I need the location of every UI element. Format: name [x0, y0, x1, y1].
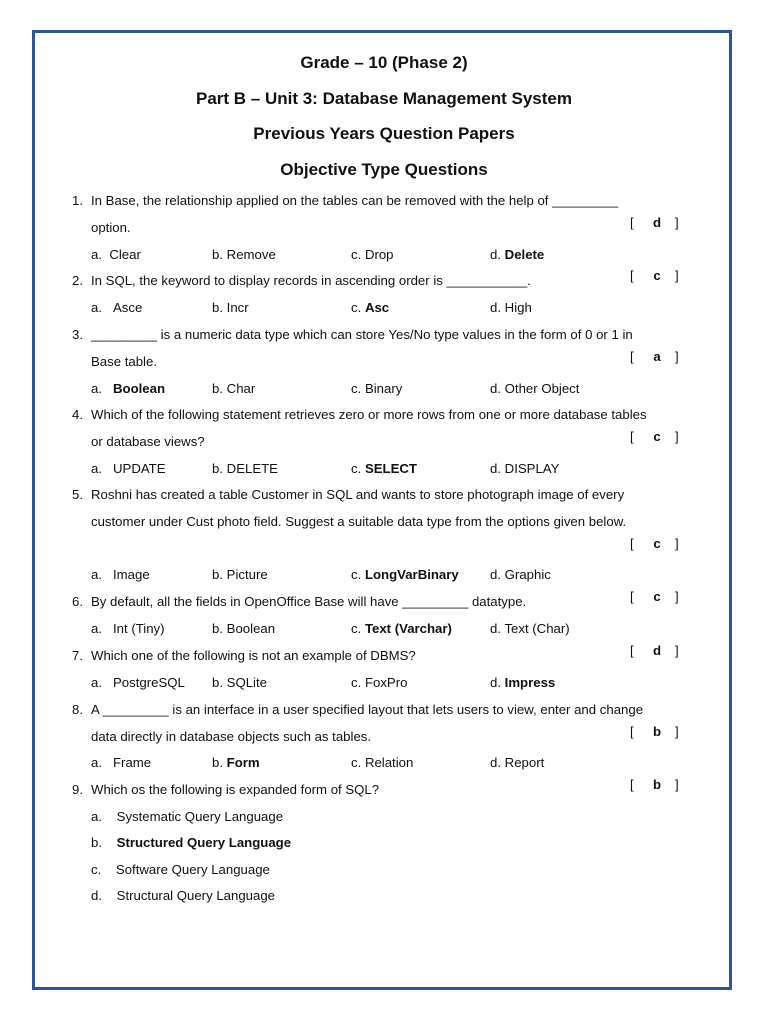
question-text: Which of the following statement retrieves zero or more rows from one or more database tables: [91, 407, 647, 422]
option: c. Software Query Language: [91, 862, 270, 877]
option: b. Picture: [212, 567, 268, 582]
question-text: Base table.: [91, 354, 157, 369]
question-text: _________ is a numeric data type which can store Yes/No type values in the form of 0 or 1 in: [91, 327, 633, 342]
option: d. High: [490, 300, 532, 315]
option: d. Graphic: [490, 567, 551, 582]
question-number: 7.: [72, 648, 83, 663]
question-text: By default, all the fields in OpenOffice Base will have _________ datatype.: [91, 594, 527, 609]
option: a. Int (Tiny): [91, 621, 165, 636]
option: c. Binary: [351, 381, 403, 396]
answer-box: [ c ]: [630, 589, 679, 604]
answer-letter: c: [653, 589, 661, 604]
option: a. UPDATE: [91, 461, 166, 476]
option: d. Other Object: [490, 381, 580, 396]
section-title: Objective Type Questions: [280, 160, 488, 179]
option: a. Clear: [91, 247, 141, 262]
option-correct: b. Form: [212, 755, 260, 770]
answer-box: [ b ]: [630, 724, 679, 739]
answer-letter: a: [653, 349, 661, 364]
option: d. Text (Char): [490, 621, 570, 636]
answer-box: [ c ]: [630, 536, 679, 551]
answer-letter: c: [653, 429, 661, 444]
option-correct: a. Boolean: [91, 381, 166, 396]
question-number: 1.: [72, 193, 83, 208]
option-correct: d. Impress: [490, 675, 556, 690]
option: a. PostgreSQL: [91, 675, 185, 690]
question-text: A _________ is an interface in a user specified layout that lets users to view, enter and change: [91, 702, 644, 717]
answer-letter: d: [652, 643, 662, 658]
unit-title: Part B – Unit 3: Database Management System: [195, 89, 572, 108]
option: b. Boolean: [212, 621, 276, 636]
grade-title: Grade – 10 (Phase 2): [300, 53, 468, 72]
option-correct: c. Asc: [351, 300, 390, 315]
answer-box: [ d ]: [630, 643, 679, 658]
question-text: In SQL, the keyword to display records in ascending order is ___________.: [91, 273, 531, 288]
option: a. Image: [91, 567, 150, 582]
question-text: option.: [91, 220, 131, 235]
option: a. Systematic Query Language: [91, 809, 284, 824]
answer-box: [ d ]: [630, 215, 679, 230]
option-correct: c. LongVarBinary: [351, 567, 459, 582]
answer-box: [ a ]: [630, 349, 679, 364]
option: d. Report: [490, 755, 545, 770]
option-correct: b. Structured Query Language: [91, 835, 292, 850]
answer-letter: d: [652, 215, 662, 230]
option: b. DELETE: [212, 461, 278, 476]
option: b. SQLite: [212, 675, 267, 690]
answer-letter: b: [652, 777, 662, 792]
option: b. Remove: [212, 247, 276, 262]
option: c. Relation: [351, 755, 414, 770]
question-number: 5.: [72, 487, 83, 502]
option: d. DISPLAY: [490, 461, 560, 476]
option: b. Char: [212, 381, 256, 396]
question-text: Which os the following is expanded form of SQL?: [91, 782, 380, 797]
question-number: 2.: [72, 273, 83, 288]
option: d. Structural Query Language: [91, 888, 276, 903]
answer-box: [ b ]: [630, 777, 679, 792]
option: a. Asce: [91, 300, 143, 315]
question-number: 4.: [72, 407, 83, 422]
question-number: 9.: [72, 782, 83, 797]
option: a. Frame: [91, 755, 152, 770]
question-number: 3.: [72, 327, 83, 342]
answer-letter: c: [653, 536, 661, 551]
question-text: or database views?: [91, 434, 205, 449]
option: b. Incr: [212, 300, 249, 315]
question-text: customer under Cust photo field. Suggest a suitable data type from the options given below.: [91, 514, 627, 529]
option-correct: c. SELECT: [351, 461, 417, 476]
option: c. Drop: [351, 247, 394, 262]
question-number: 8.: [72, 702, 83, 717]
answer-box: [ c ]: [630, 429, 679, 444]
papers-title: Previous Years Question Papers: [253, 124, 515, 143]
question-text: data directly in database objects such as tables.: [91, 729, 372, 744]
option-correct: c. Text (Varchar): [351, 621, 452, 636]
question-text: In Base, the relationship applied on the tables can be removed with the help of _________: [91, 193, 619, 208]
answer-letter: b: [652, 724, 662, 739]
option: c. FoxPro: [351, 675, 408, 690]
question-number: 6.: [72, 594, 83, 609]
option-correct: d. Delete: [490, 247, 545, 262]
answer-box: [ c ]: [630, 268, 679, 283]
question-text: Which one of the following is not an example of DBMS?: [91, 648, 416, 663]
answer-letter: c: [653, 268, 661, 283]
question-text: Roshni has created a table Customer in SQL and wants to store photograph image of every: [91, 487, 625, 502]
